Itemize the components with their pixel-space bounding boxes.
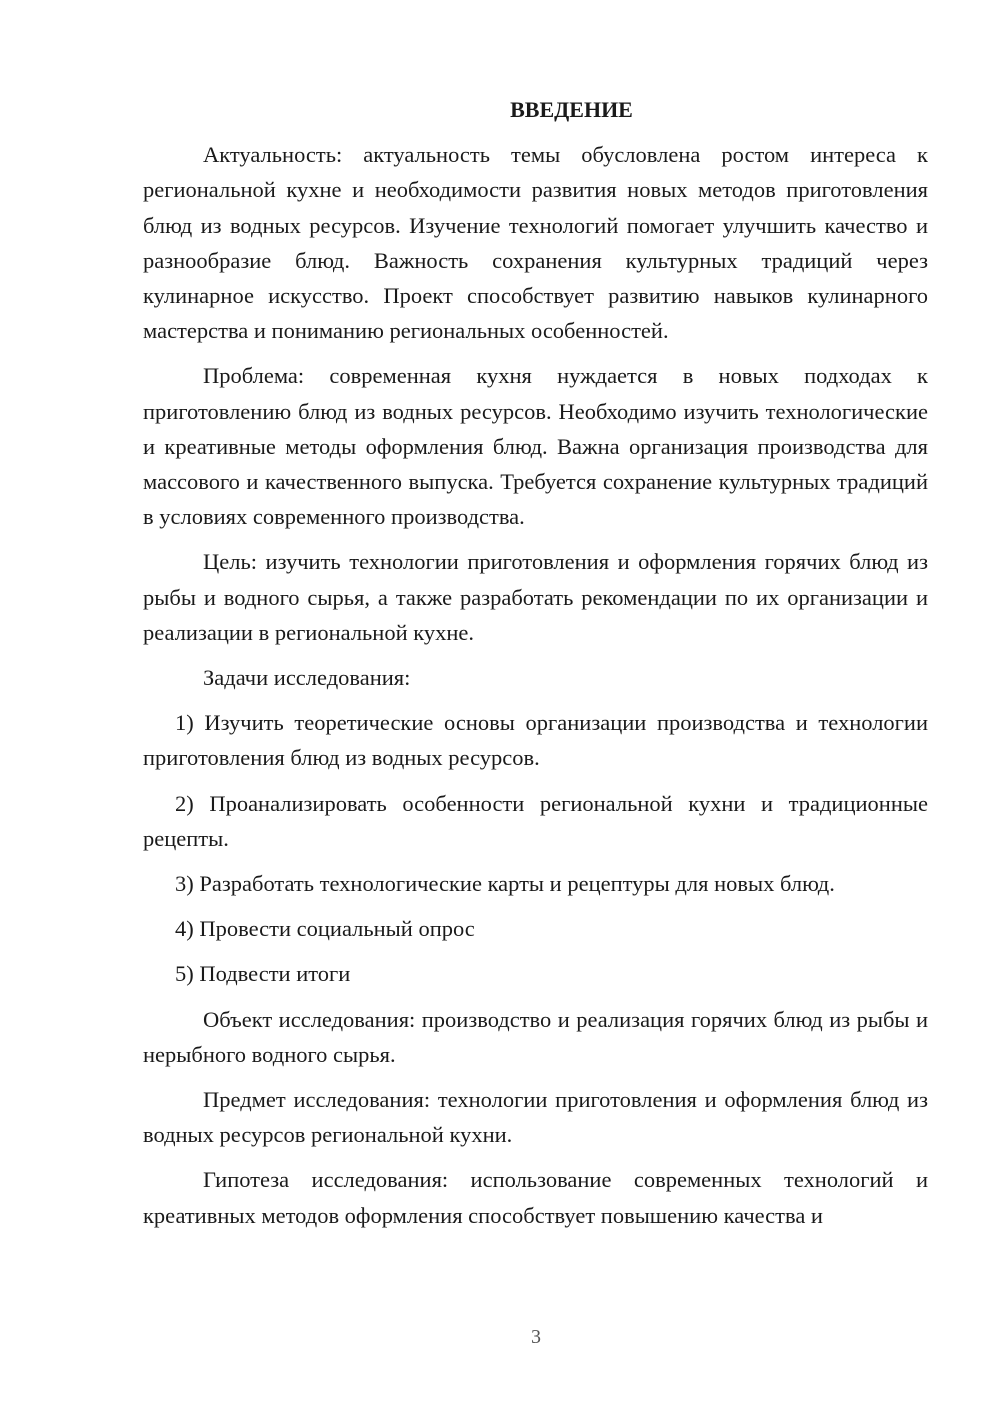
- paragraph-subject: Предмет исследования: технологии приготовления и оформления блюд из водных ресурсов региональной кухни.: [143, 1087, 928, 1148]
- paragraph-goal: Цель: изучить технологии приготовления и оформления горячих блюд из рыбы и водного сырья, а также разработать рекомендации по их организации и реализации в региональной кухне.: [143, 549, 928, 645]
- paragraph-relevance: Актуальность: актуальность темы обусловлена ростом интереса к региональной кухне и необходимости развития новых методов приготовления блюд из водных ресурсов. Изучение технологий помогает улучшить качество и разнообразие блюд. Важность сохранения культурных традиций через кулинарное искусство. Проект способствует развитию навыков кулинарного мастерства и пониманию региональных особенностей.: [143, 142, 928, 344]
- paragraph-tasks-heading: Задачи исследования:: [203, 665, 411, 691]
- page-number: 3: [531, 1326, 541, 1348]
- paragraph-object: Объект исследования: производство и реализация горячих блюд из рыбы и нерыбного водного сырья.: [143, 1006, 928, 1067]
- page-title: ВВЕДЕНИЕ: [510, 97, 633, 122]
- task-item-2: 2) Проанализировать особенности региональной кухни и традиционные рецепты.: [143, 790, 928, 851]
- task-item-3: 3) Разработать технологические карты и рецептуры для новых блюд.: [175, 871, 835, 897]
- task-item-5: 5) Подвести итоги: [175, 961, 351, 987]
- paragraph-hypothesis: Гипотеза исследования: использование современных технологий и креативных методов оформления способствует повышению качества и: [143, 1167, 928, 1228]
- task-item-1: 1) Изучить теоретические основы организации производства и технологии приготовления блюд из водных ресурсов.: [143, 710, 928, 771]
- paragraph-problem: Проблема: современная кухня нуждается в новых подходах к приготовлению блюд из водных ресурсов. Необходимо изучить технологические и креативные методы оформления блюд. Важна организация производства для массового и качественного выпуска. Требуется сохранение культурных традиций в условиях современного производства.: [143, 363, 928, 530]
- task-item-4: 4) Провести социальный опрос: [175, 916, 475, 942]
- document-body: [143, 92, 928, 1233]
